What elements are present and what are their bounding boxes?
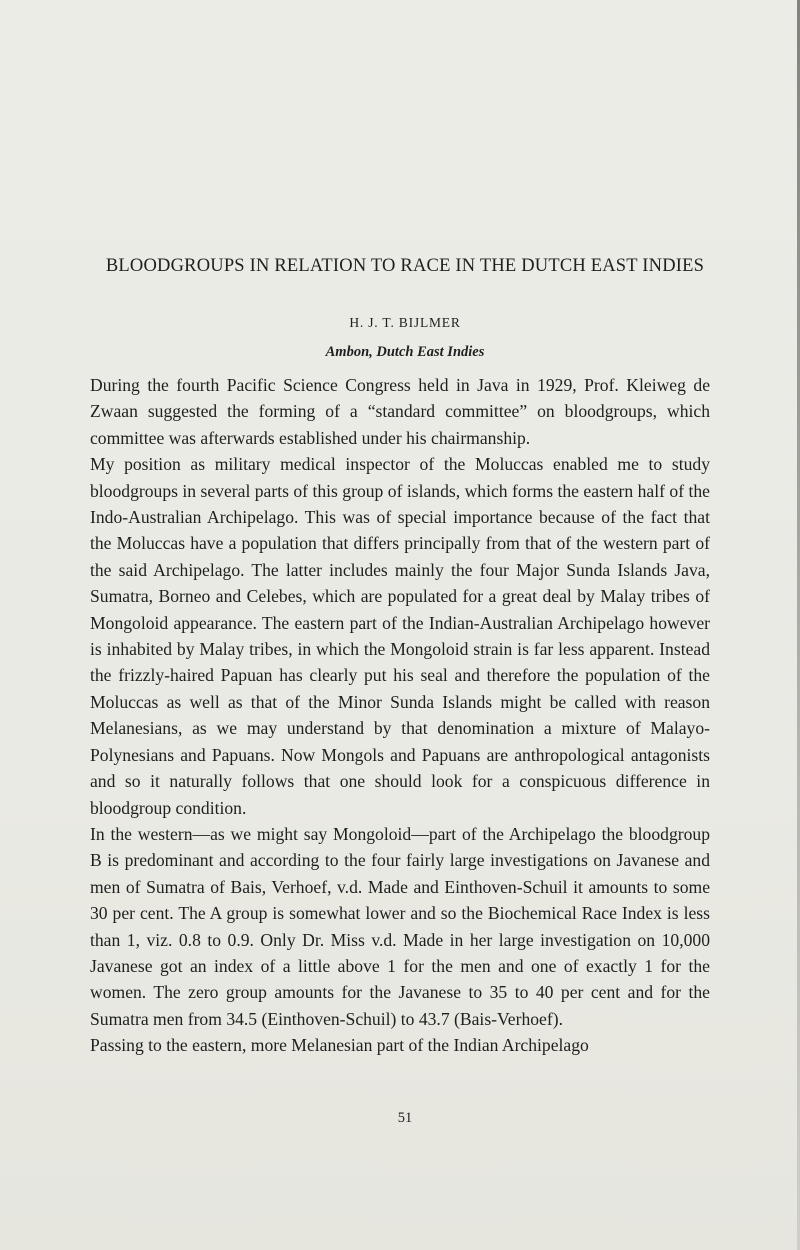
paragraph: Passing to the eastern, more Melanesian part of the Indian Archipelago (90, 1035, 589, 1056)
page-number: 51 (397, 1110, 413, 1126)
article-body (90, 372, 710, 1059)
article-title: BLOODGROUPS IN RELATION TO RACE IN THE DUTCH EAST INDIES (105, 256, 705, 276)
author-name: H. J. T. BIJLMER (349, 315, 461, 330)
author-affiliation: Ambon, Dutch East Indies (325, 344, 485, 360)
paragraph: During the fourth Pacific Science Congress held in Java in 1929, Prof. Kleiweg de Zwaan suggested the forming of a “standard committee” on bloodgroups, which committee was afterwards established under his chairmanship. (90, 375, 710, 448)
paragraph: My position as military medical inspector of the Moluccas enabled me to study bloodgroups in several parts of this group of islands, which forms the eastern half of the Indo-Australian Archipelago. This was of special importance because of the fact that the Moluccas have a population that differs principally from that of the western part of the said Archipelago. The latter includes mainly the four Major Sunda Islands Java, Sumatra, Borneo and Celebes, which are populated for a great deal by Malay tribes of Mongoloid appearance. The eastern part of the Indian-Australian Archipelago however is inhabited by Malay tribes, in which the Mongoloid strain is far less apparent. Instead the frizzly-haired Papuan has clearly put his seal and therefore the population of the Moluccas as well as that of the Minor Sunda Islands might be called with reason Melanesians, as we may understand by that denomination a mixture of Malayo-Polynesians and Papuans. Now Mongols and Papuans are anthropological antagonists and so it naturally follows that one should look for a conspicuous difference in bloodgroup condition. (90, 454, 710, 818)
paragraph: In the western—as we might say Mongoloid—part of the Archipelago the bloodgroup B is predominant and according to the four fairly large investigations on Javanese and men of Sumatra of Bais, Verhoef, v.d. Made and Einthoven-Schuil it amounts to some 30 per cent. The A group is somewhat lower and so the Biochemical Race Index is less than 1, viz. 0.8 to 0.9. Only Dr. Miss v.d. Made in her large investigation on 10,000 Javanese got an index of a little above 1 for the men and one of exactly 1 for the women. The zero group amounts for the Javanese to 35 to 40 per cent and for the Sumatra men from 34.5 (Einthoven-Schuil) to 43.7 (Bais-Verhoef). (90, 823, 710, 1029)
